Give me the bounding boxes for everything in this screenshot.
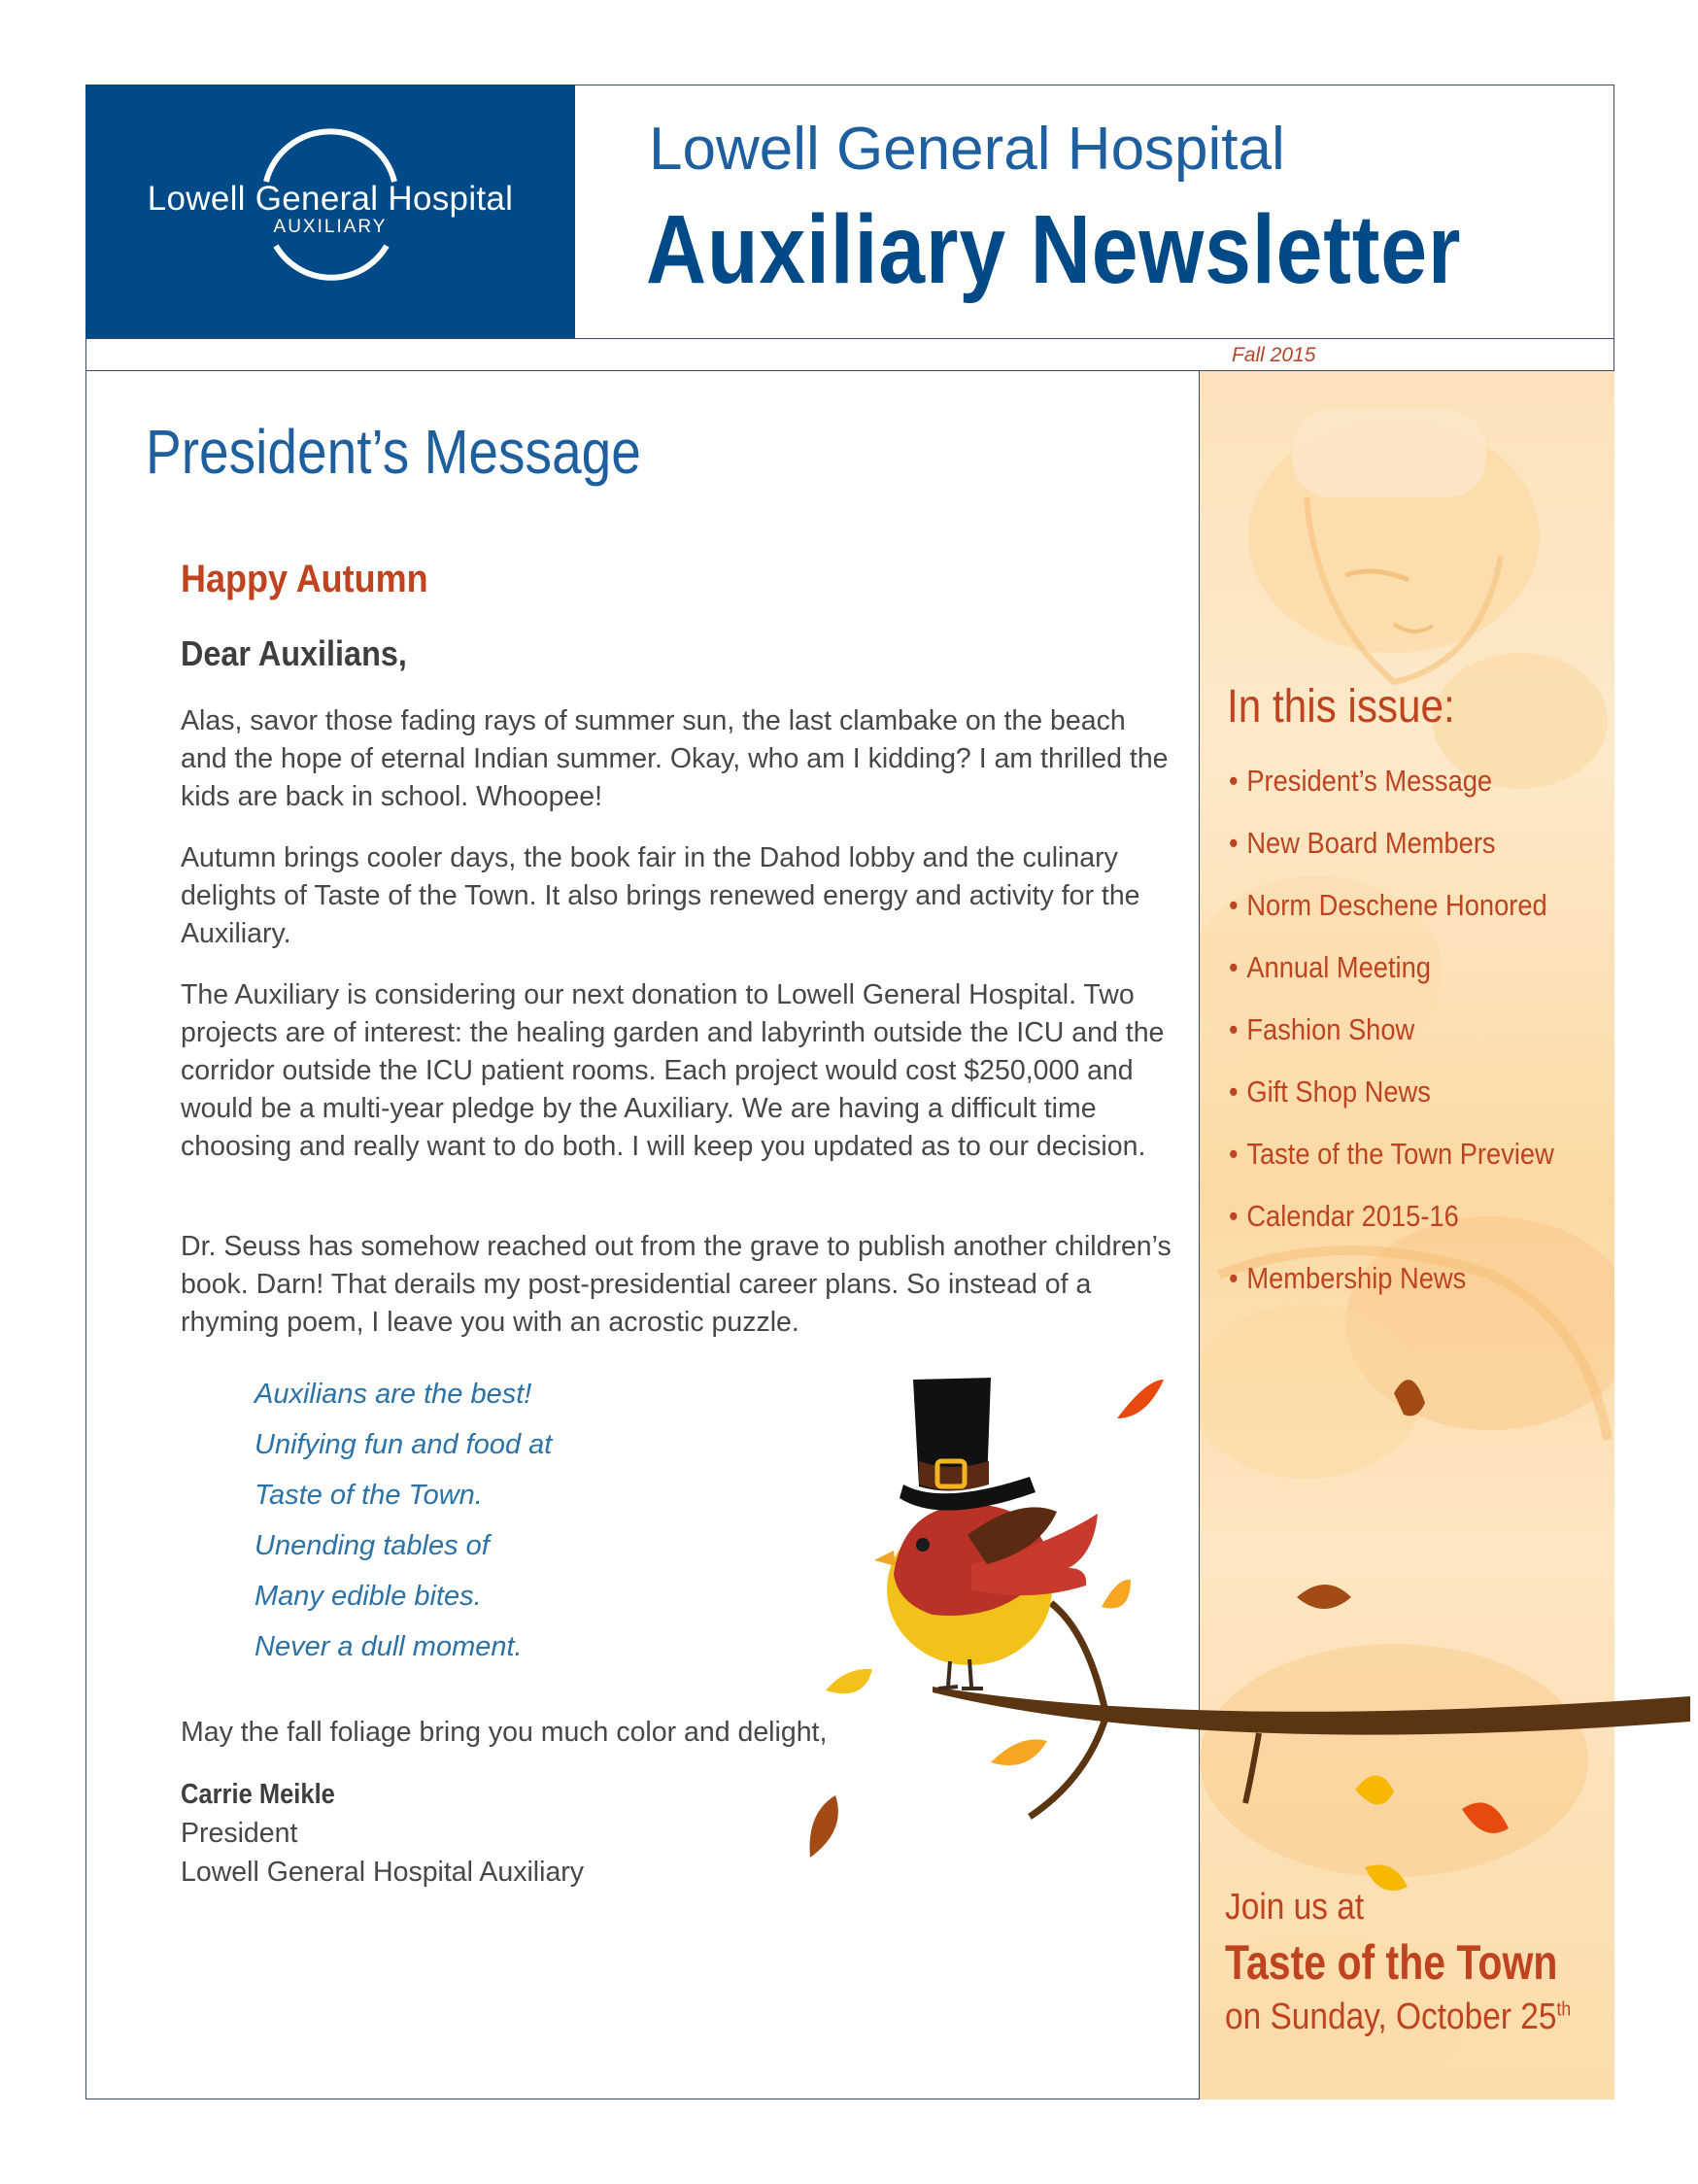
contents-item-label: Fashion Show bbox=[1246, 1012, 1415, 1046]
article-heading: Happy Autumn bbox=[181, 558, 428, 600]
contents-item[interactable] bbox=[1229, 824, 1554, 886]
contents-item[interactable] bbox=[1229, 1259, 1554, 1321]
contents-item[interactable] bbox=[1229, 948, 1554, 1010]
poem-line: Auxilians are the best! bbox=[255, 1379, 532, 1410]
contents-item-label: Calendar 2015-16 bbox=[1246, 1199, 1459, 1233]
contents-item-label: President’s Message bbox=[1246, 764, 1493, 798]
issue-contents-list bbox=[1229, 762, 1598, 1321]
poem-line: Many edible bites. bbox=[255, 1581, 482, 1612]
acrostic-poem bbox=[255, 1375, 552, 1678]
contents-item-label: Membership News bbox=[1246, 1261, 1467, 1295]
auxiliary-logo bbox=[85, 85, 575, 339]
bullet: • bbox=[1229, 1199, 1239, 1233]
bullet: • bbox=[1229, 1075, 1239, 1109]
sidebar-title: In this issue: bbox=[1227, 681, 1455, 733]
bullet: • bbox=[1229, 826, 1239, 860]
event-promo-title: Taste of the Town bbox=[1225, 1935, 1558, 1990]
logo-subtitle: AUXILIARY bbox=[273, 217, 388, 237]
bullet: • bbox=[1229, 888, 1239, 922]
contents-item-label: Norm Deschene Honored bbox=[1246, 888, 1547, 922]
bullet: • bbox=[1229, 1261, 1239, 1295]
signature-organization: Lowell General Hospital Auxiliary bbox=[181, 1857, 585, 1888]
newsletter-title: Auxiliary Newsletter bbox=[646, 195, 1462, 304]
poem-line: Never a dull moment. bbox=[255, 1631, 523, 1662]
contents-item[interactable] bbox=[1229, 1010, 1554, 1073]
bullet: • bbox=[1229, 1012, 1239, 1046]
salutation: Dear Auxilians, bbox=[181, 633, 407, 673]
branch bbox=[933, 1687, 1690, 1735]
contents-item-label: Annual Meeting bbox=[1246, 950, 1431, 984]
contents-item[interactable] bbox=[1229, 1197, 1554, 1259]
pilgrim-bird-illustration bbox=[797, 1360, 1690, 1865]
contents-item-label: Taste of the Town Preview bbox=[1246, 1137, 1554, 1171]
contents-item[interactable] bbox=[1229, 1073, 1554, 1135]
poem-line: Unending tables of bbox=[255, 1530, 490, 1561]
event-promo-date bbox=[1225, 1996, 1571, 2038]
bullet: • bbox=[1229, 764, 1239, 798]
contents-item[interactable] bbox=[1229, 762, 1554, 824]
header-divider bbox=[85, 338, 1614, 339]
signature-name: Carrie Meikle bbox=[181, 1779, 335, 1810]
contents-item-label: Gift Shop News bbox=[1246, 1075, 1431, 1109]
poem-line: Unifying fun and food at bbox=[255, 1429, 553, 1460]
paragraph: Autumn brings cooler days, the book fair in the Dahod lobby and the culinary delights of Taste of the Town. It also brings renewed energy and activity for the Auxiliary. bbox=[181, 842, 1140, 949]
event-date-suffix: th bbox=[1556, 1998, 1572, 2021]
section-title: President’s Message bbox=[146, 417, 641, 487]
signature-role: President bbox=[181, 1818, 298, 1849]
contents-item[interactable] bbox=[1229, 1135, 1554, 1197]
contents-item[interactable] bbox=[1229, 886, 1554, 948]
header-subtitle: Lowell General Hospital bbox=[649, 116, 1285, 183]
bullet: • bbox=[1229, 1137, 1239, 1171]
event-date-text: on Sunday, October 25 bbox=[1225, 1996, 1557, 2037]
closing-line: May the fall foliage bring you much color and delight, bbox=[181, 1717, 828, 1748]
paragraph: Dr. Seuss has somehow reached out from the grave to publish another children’s book. Darn! That derails my post-presidential career plans. So instead of a rhyming poem, I leave you with an acrostic puzzle. bbox=[181, 1231, 1172, 1338]
paragraph: The Auxiliary is considering our next donation to Lowell General Hospital. Two projects are of interest: the healing garden and labyrinth outside the ICU and the corridor outside the ICU patient rooms. Each project would cost $250,000 and would be a multi-year pledge by the Auxiliary. We are having a difficult time choosing and really want to do both. I will keep you updated as to our decision. bbox=[181, 979, 1165, 1162]
contents-item-label: New Board Members bbox=[1246, 826, 1496, 860]
paragraph: Alas, savor those fading rays of summer sun, the last clambake on the beach and the hope of eternal Indian summer. Okay, who am I kidding? I am thrilled the kids are back in school. Whoopee! bbox=[181, 705, 1169, 812]
poem-line: Taste of the Town. bbox=[255, 1480, 483, 1511]
issue-date: Fall 2015 bbox=[1232, 344, 1316, 366]
event-promo-line1: Join us at bbox=[1225, 1887, 1365, 1928]
bullet: • bbox=[1229, 950, 1239, 984]
logo-name: Lowell General Hospital bbox=[147, 180, 514, 218]
